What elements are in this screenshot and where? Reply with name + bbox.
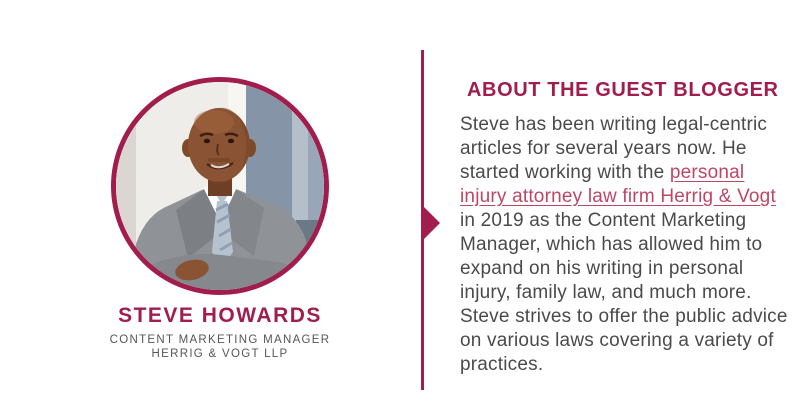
paragraph-line (460, 161, 810, 185)
paragraph-text: injury, family law, and much more. (460, 282, 752, 303)
paragraph-line (460, 209, 810, 233)
paragraph-line (460, 305, 810, 329)
author-roles (0, 333, 440, 361)
paragraph-line (460, 353, 810, 377)
author-name: STEVE HOWARDS (118, 304, 322, 327)
about-heading: ABOUT THE GUEST BLOGGER (467, 79, 779, 101)
avatar (111, 77, 329, 295)
paragraph-text: Manager, which has allowed him to (460, 234, 763, 255)
paragraph-text: Steve strives to offer the public advice (460, 306, 788, 327)
paragraph-text: expand on his writing in personal (460, 258, 744, 279)
portrait-photo (116, 82, 324, 290)
author-role: CONTENT MARKETING MANAGER (109, 334, 331, 346)
paragraph-line (460, 185, 810, 209)
about-section (460, 79, 810, 377)
paragraph-line (460, 281, 810, 305)
about-paragraph (460, 113, 810, 377)
paragraph-line (460, 257, 810, 281)
paragraph-line (460, 113, 810, 137)
paragraph-text: Steve has been writing legal-centric (460, 114, 768, 135)
paragraph-text: started working with the (460, 162, 670, 183)
author-block (0, 304, 440, 361)
paragraph-text: articles for several years now. He (460, 138, 747, 159)
paragraph-line (460, 233, 810, 257)
right-arrow-icon (424, 207, 440, 239)
paragraph-line (460, 329, 810, 353)
paragraph-text: in 2019 as the Content Marketing (460, 210, 747, 231)
law-firm-link[interactable]: personal (669, 162, 745, 183)
author-company: HERRIG & VOGT LLP (151, 348, 289, 360)
paragraph-line (460, 137, 810, 161)
paragraph-text: practices. (460, 354, 544, 375)
law-firm-link[interactable]: injury attorney law firm Herrig & Vogt (460, 186, 776, 207)
paragraph-text: on various laws covering a variety of (460, 330, 774, 351)
